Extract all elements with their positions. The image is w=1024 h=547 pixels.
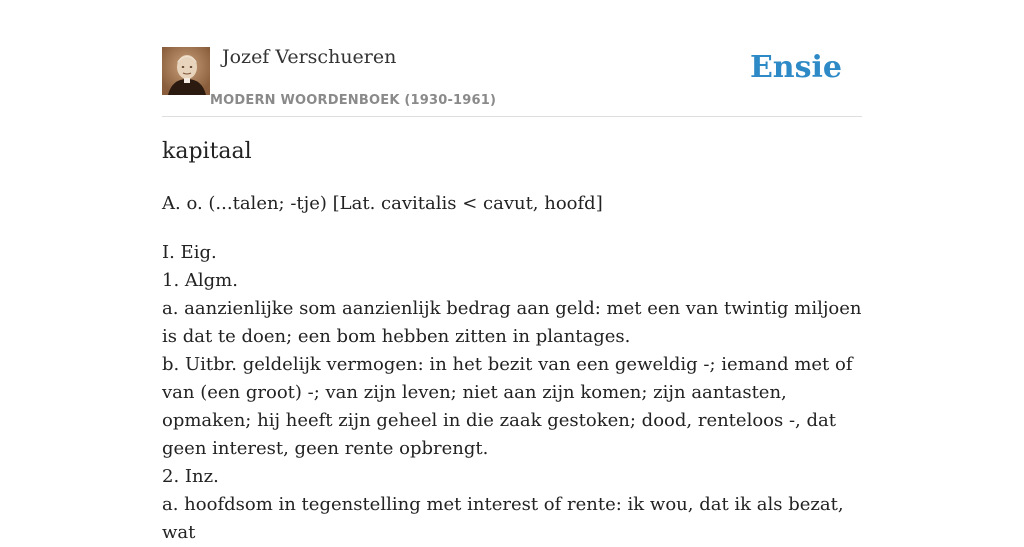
definition-line: b. Uitbr. geldelijk vermogen: in het bezit van een geweldig -; iemand met of van (een groot) -; van zijn leven; niet aan zijn komen; zijn aantasten, opmaken; hij heeft zijn geheel in die zaak gestoken; dood, renteloos -, dat geen interest, geen rente opbrengt. [162,354,853,459]
author-portrait-icon [162,47,210,95]
avatar[interactable] [162,47,210,95]
header [162,0,862,117]
definition-line: a. hoofdsom in tegenstelling met interest of rente: ik wou, dat ik als bezat, wat [162,494,844,543]
entry-grammar: A. o. (...talen; -tje) [Lat. cavitalis < cavut, hoofd] [162,193,603,214]
definition-line: I. Eig. [162,242,217,263]
entry-term: kapitaal [162,139,252,164]
source-label[interactable]: MODERN WOORDENBOEK (1930-1961) [210,93,497,108]
definition-line: a. aanzienlijke som aanzienlijk bedrag aan geld: met een van twintig miljoen is dat te doen; een bom hebben zitten in plantages. [162,298,862,347]
definition-line: 2. Inz. [162,466,219,487]
entry-definition [162,239,862,547]
definition-line: 1. Algm. [162,270,238,291]
page [162,0,862,543]
author-name[interactable]: Jozef Verschueren [222,46,397,68]
brand-logo[interactable]: Ensie [749,50,842,85]
